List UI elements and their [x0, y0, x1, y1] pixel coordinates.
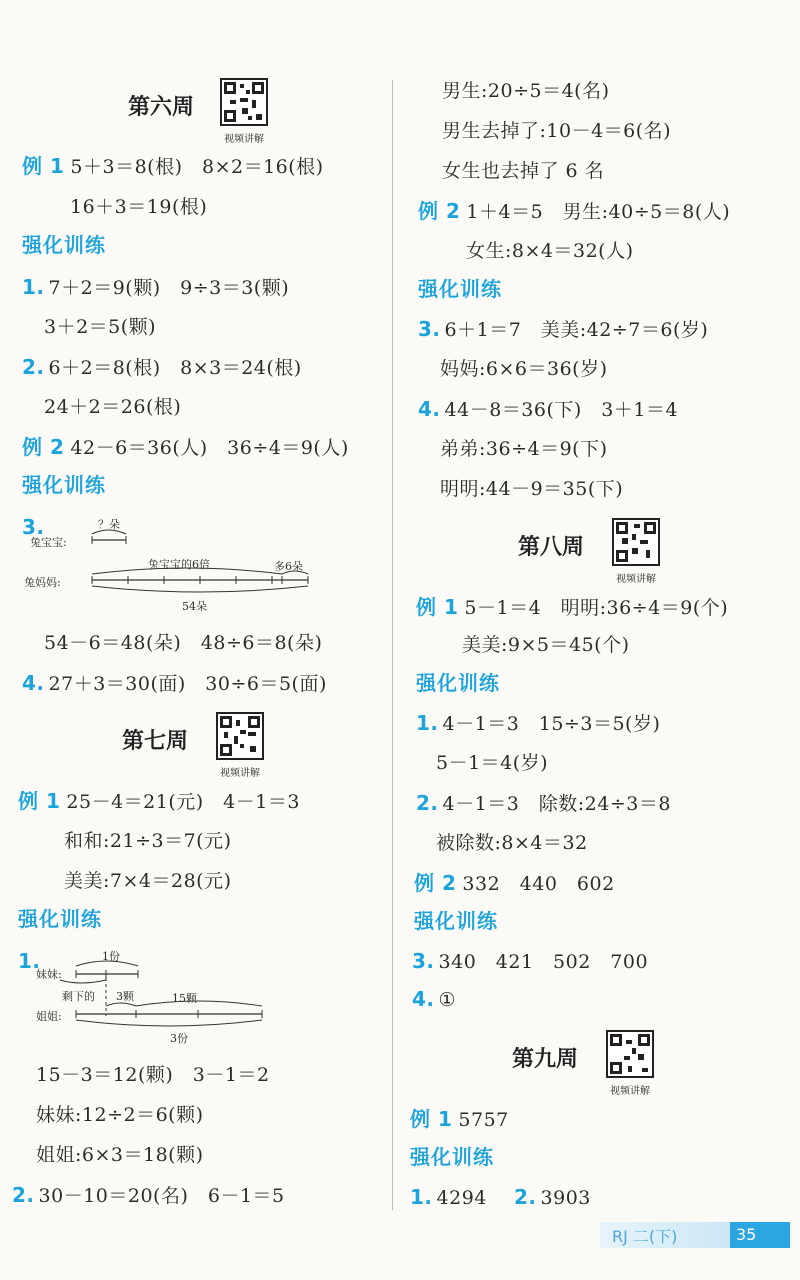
w9-question-1 — [410, 1184, 487, 1211]
section-heading-training: 强化训练 — [416, 671, 500, 695]
diagram-label: 兔宝宝: — [30, 536, 67, 549]
answer-text: 妈妈:6×6＝36(岁) — [440, 358, 608, 380]
qr-code-icon[interactable] — [216, 712, 264, 760]
example-label: 例 2 — [414, 871, 457, 895]
answer-text: 15－3＝12(颗) 3－1＝2 — [36, 1064, 270, 1086]
w6-question-4 — [22, 670, 327, 697]
question-number: 1. — [410, 1185, 433, 1209]
answer-text: 1＋4＝5 男生:40÷5＝8(人) — [466, 201, 731, 223]
qr-caption: 视频讲解 — [220, 768, 260, 779]
diagram-label: 兔宝宝的6倍 — [148, 558, 210, 571]
w6-example-2 — [22, 434, 349, 461]
w8-example-1 — [416, 594, 728, 621]
answer-text: 54－6＝48(朵) 48÷6＝8(朵) — [44, 632, 323, 654]
page-number: 35 — [730, 1222, 790, 1248]
question-number: 4. — [22, 671, 45, 695]
qr-caption: 视频讲解 — [610, 1086, 650, 1097]
question-number: 3. — [22, 515, 45, 539]
week-6-title: 第六周 — [128, 95, 195, 120]
answer-text: 5－1＝4(岁) — [436, 752, 549, 774]
answer-text: 女生也去掉了 6 名 — [442, 160, 605, 182]
w6-question-1 — [22, 274, 289, 301]
diagram-label: 1份 — [102, 950, 120, 963]
w9-example-1 — [410, 1106, 509, 1133]
answer-text: 4294 — [436, 1187, 487, 1209]
qr-code-icon[interactable] — [606, 1030, 654, 1078]
section-heading-training: 强化训练 — [418, 277, 502, 301]
answer-text: 美美:9×5＝45(个) — [462, 634, 630, 656]
answer-text: 24＋2＝26(根) — [44, 396, 182, 418]
diagram-label: 多6朵 — [274, 560, 303, 573]
diagram-label: 3份 — [170, 1032, 188, 1045]
answer-text: 女生:8×4＝32(人) — [466, 240, 634, 262]
question-number: 3. — [418, 317, 441, 341]
section-heading-training: 强化训练 — [18, 907, 102, 931]
answer-text: 美美:7×4＝28(元) — [64, 870, 232, 892]
answer-text: 27＋3＝30(面) 30÷6＝5(面) — [48, 673, 327, 695]
answer-text: 男生去掉了:10－4＝6(名) — [442, 120, 672, 142]
diagram-lines — [22, 512, 322, 618]
question-number: 3. — [412, 949, 435, 973]
diagram-label: 姐姐: — [36, 1010, 62, 1023]
answer-text: 姐姐:6×3＝18(颗) — [36, 1144, 204, 1166]
line-segment-diagram — [30, 944, 280, 1048]
w7-question-4 — [418, 396, 678, 423]
line-segment-diagram — [22, 512, 322, 618]
section-heading-training: 强化训练 — [22, 473, 106, 497]
example-label: 例 2 — [418, 199, 461, 223]
qr-code-icon[interactable] — [220, 78, 268, 126]
diagram-label: 兔妈妈: — [24, 576, 61, 589]
qr-code-icon[interactable] — [612, 518, 660, 566]
answer-text: 16＋3＝19(根) — [70, 196, 208, 218]
answer-text: ① — [438, 989, 457, 1011]
answer-text: 44－8＝36(下) 3＋1＝4 — [444, 399, 679, 421]
answer-text: 被除数:8×4＝32 — [436, 832, 588, 854]
w8-question-4 — [412, 986, 456, 1013]
answer-text: 25－4＝21(元) 4－1＝3 — [66, 791, 300, 813]
section-heading-training: 强化训练 — [414, 909, 498, 933]
answer-text: 340 421 502 700 — [438, 951, 649, 973]
example-label: 例 1 — [410, 1107, 453, 1131]
section-heading-training: 强化训练 — [410, 1145, 494, 1169]
w7-question-2 — [12, 1182, 285, 1209]
answer-text: 妹妹:12÷2＝6(颗) — [36, 1104, 204, 1126]
w9-question-2 — [514, 1184, 591, 1211]
section-heading-training: 强化训练 — [22, 233, 106, 257]
week-8-title: 第八周 — [518, 535, 585, 560]
answer-text: 42－6＝36(人) 36÷4＝9(人) — [70, 437, 349, 459]
diagram-label: 妹妹: — [36, 968, 62, 981]
question-number: 2. — [22, 355, 45, 379]
w7-question-3 — [418, 316, 708, 343]
example-label: 例 1 — [416, 595, 459, 619]
w6-example-1 — [22, 153, 324, 180]
week-9-title: 第九周 — [512, 1047, 579, 1072]
answer-text: 7＋2＝9(颗) 9÷3＝3(颗) — [48, 277, 290, 299]
w7-example-1 — [18, 788, 300, 815]
w8-question-1 — [416, 710, 660, 737]
answer-text: 和和:21÷3＝7(元) — [64, 830, 232, 852]
diagram-label: 剩下的 — [62, 990, 95, 1003]
diagram-label: 3颗 — [116, 990, 134, 1003]
answer-text: 4－1＝3 除数:24÷3＝8 — [442, 793, 671, 815]
answer-text: 332 440 602 — [462, 873, 615, 895]
example-label: 例 2 — [22, 435, 65, 459]
answer-text: 明明:44－9＝35(下) — [440, 478, 624, 500]
column-divider — [392, 80, 393, 1210]
answer-text: 4－1＝3 15÷3＝5(岁) — [442, 713, 661, 735]
question-number: 2. — [416, 791, 439, 815]
w6-question-2 — [22, 354, 302, 381]
w7-example-2 — [418, 198, 730, 225]
answer-text: 3＋2＝5(颗) — [44, 316, 157, 338]
answer-text: 男生:20÷5＝4(名) — [442, 80, 610, 102]
footer-edition-code: RJ 二(下) — [612, 1227, 678, 1246]
answer-text: 6＋2＝8(根) 8×3＝24(根) — [48, 357, 302, 379]
question-number: 4. — [412, 987, 435, 1011]
qr-caption: 视频讲解 — [224, 134, 264, 145]
answer-text: 5757 — [458, 1109, 509, 1131]
question-number: 4. — [418, 397, 441, 421]
qr-caption: 视频讲解 — [616, 574, 656, 585]
answer-text: 5＋3＝8(根) 8×2＝16(根) — [70, 156, 324, 178]
diagram-label: 15颗 — [172, 992, 197, 1005]
example-label: 例 1 — [18, 789, 61, 813]
diagram-label: 54朵 — [182, 600, 207, 613]
answer-text: 6＋1＝7 美美:42÷7＝6(岁) — [444, 319, 709, 341]
question-number: 2. — [514, 1185, 537, 1209]
w8-question-3 — [412, 948, 648, 975]
question-number: 1. — [18, 949, 41, 973]
answer-text: 30－10＝20(名) 6－1＝5 — [38, 1185, 285, 1207]
w8-example-2 — [414, 870, 615, 897]
answer-text: 3903 — [540, 1187, 591, 1209]
w8-question-2 — [416, 790, 671, 817]
question-number: 1. — [416, 711, 439, 735]
diagram-lines — [30, 944, 280, 1048]
week-7-title: 第七周 — [122, 729, 189, 754]
diagram-label: ？朵 — [98, 518, 120, 531]
question-number: 1. — [22, 275, 45, 299]
answer-text: 弟弟:36÷4＝9(下) — [440, 438, 608, 460]
question-number: 2. — [12, 1183, 35, 1207]
example-label: 例 1 — [22, 154, 65, 178]
answer-text: 5－1＝4 明明:36÷4＝9(个) — [464, 597, 729, 619]
